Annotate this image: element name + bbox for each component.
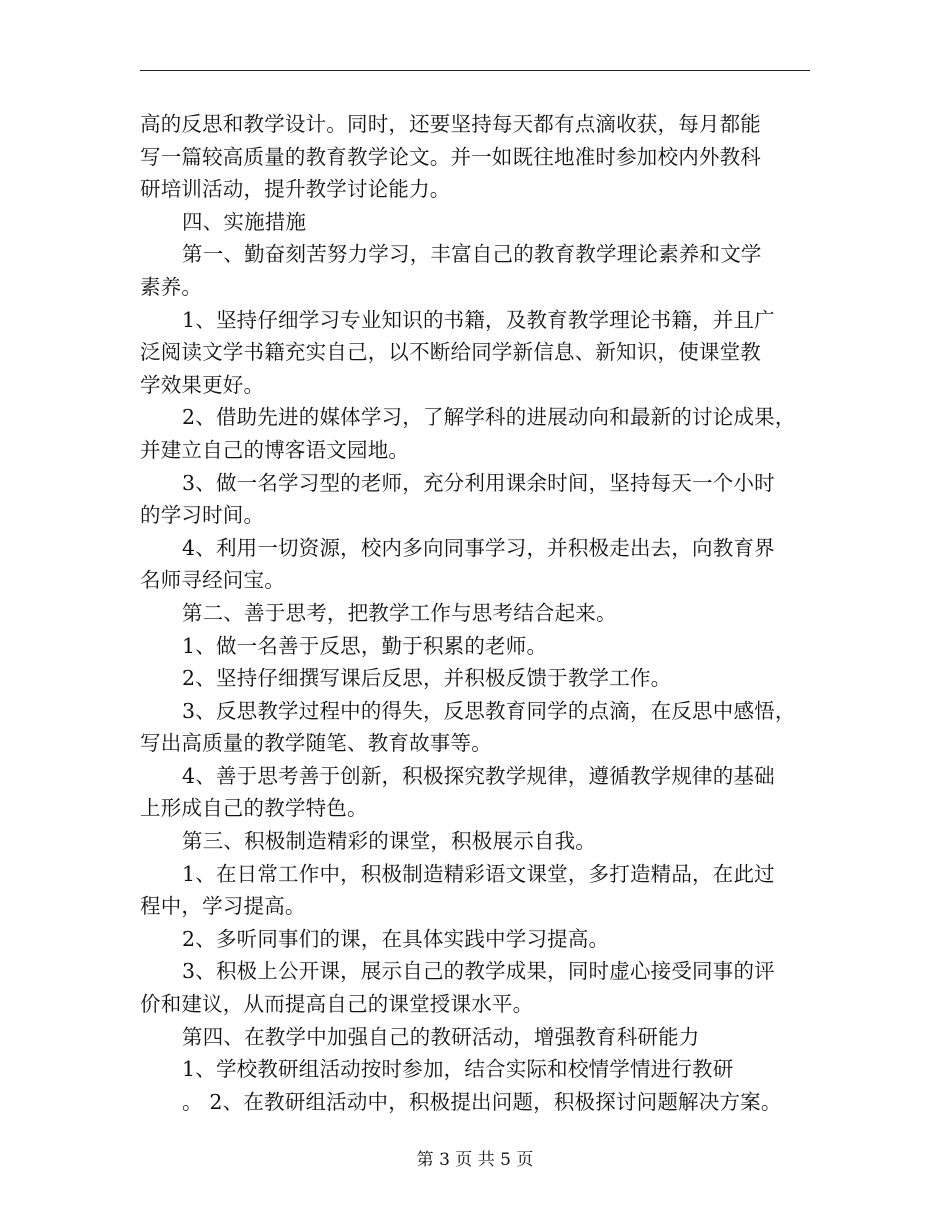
list-item: 2、多听同事们的课，在具体实践中学习提高。 [182,926,610,951]
list-item: 2、借助先进的媒体学习，了解学科的进展动向和最新的讨论成果， [182,405,796,430]
text-line: 的学习时间。 [140,503,265,528]
subsection-heading: 第二、善于思考，把教学工作与思考结合起来。 [182,600,617,625]
text-line: 并建立自己的博客语文园地。 [140,437,410,462]
subsection-heading: 第一、勤奋刻苦努力学习，丰富自己的教育教学理论素养和文学 [182,242,762,267]
list-item: 1、坚持仔细学习专业知识的书籍，及教育教学理论书籍，并且广 [182,307,775,332]
list-item: 3、反思教学过程中的得失，反思教育同学的点滴，在反思中感悟， [182,698,796,723]
text-line: 写一篇较高质量的教育教学论文。并一如既往地准时参加校内外教科 [140,144,761,169]
list-item: 1、学校教研组活动按时参加，结合实际和校情学情进行教研 [182,1057,734,1082]
list-item: 。 2、在教研组活动中，积极提出问题，积极探讨问题解决方案。 [182,1089,782,1114]
section-heading: 四、实施措施 [182,209,307,234]
text-line: 名师寻经问宝。 [140,568,285,593]
subsection-heading: 第三、积极制造精彩的课堂，积极展示自我。 [182,829,596,854]
page-number-footer: 第 3 页 共 5 页 [416,1150,534,1170]
document-body [140,108,820,1118]
list-item: 4、利用一切资源，校内多向同事学习，并积极走出去，向教育界 [182,535,775,560]
text-line: 素养。 [140,274,203,299]
text-line: 价和建议，从而提高自己的课堂授课水平。 [140,992,534,1017]
list-item: 3、积极上公开课，展示自己的教学成果，同时虚心接受同事的评 [182,959,775,984]
text-line: 上形成自己的教学特色。 [140,796,368,821]
text-line: 学效果更好。 [140,372,265,397]
text-line: 程中，学习提高。 [140,894,306,919]
list-item: 1、做一名善于反思，勤于积累的老师。 [182,633,548,658]
text-line: 泛阅读文学书籍充实自己，以不断给同学新信息、新知识，使课堂教 [140,340,761,365]
text-line: 写出高质量的教学随笔、教育故事等。 [140,731,492,756]
subsection-heading: 第四、在教学中加强自己的教研活动，增强教育科研能力 [182,1024,700,1049]
text-line: 高的反思和教学设计。同时，还要坚持每天都有点滴收获，每月都能 [140,112,761,136]
list-item: 1、在日常工作中，积极制造精彩语文课堂，多打造精品，在此过 [182,861,775,886]
list-item: 3、做一名学习型的老师，充分利用课余时间，坚持每天一个小时 [182,470,775,495]
header-rule [140,70,810,71]
list-item: 4、善于思考善于创新，积极探究教学规律，遵循教学规律的基础 [182,763,775,788]
text-line: 研培训活动，提升教学讨论能力。 [140,177,451,202]
list-item: 2、坚持仔细撰写课后反思，并积极反馈于教学工作。 [182,666,672,691]
